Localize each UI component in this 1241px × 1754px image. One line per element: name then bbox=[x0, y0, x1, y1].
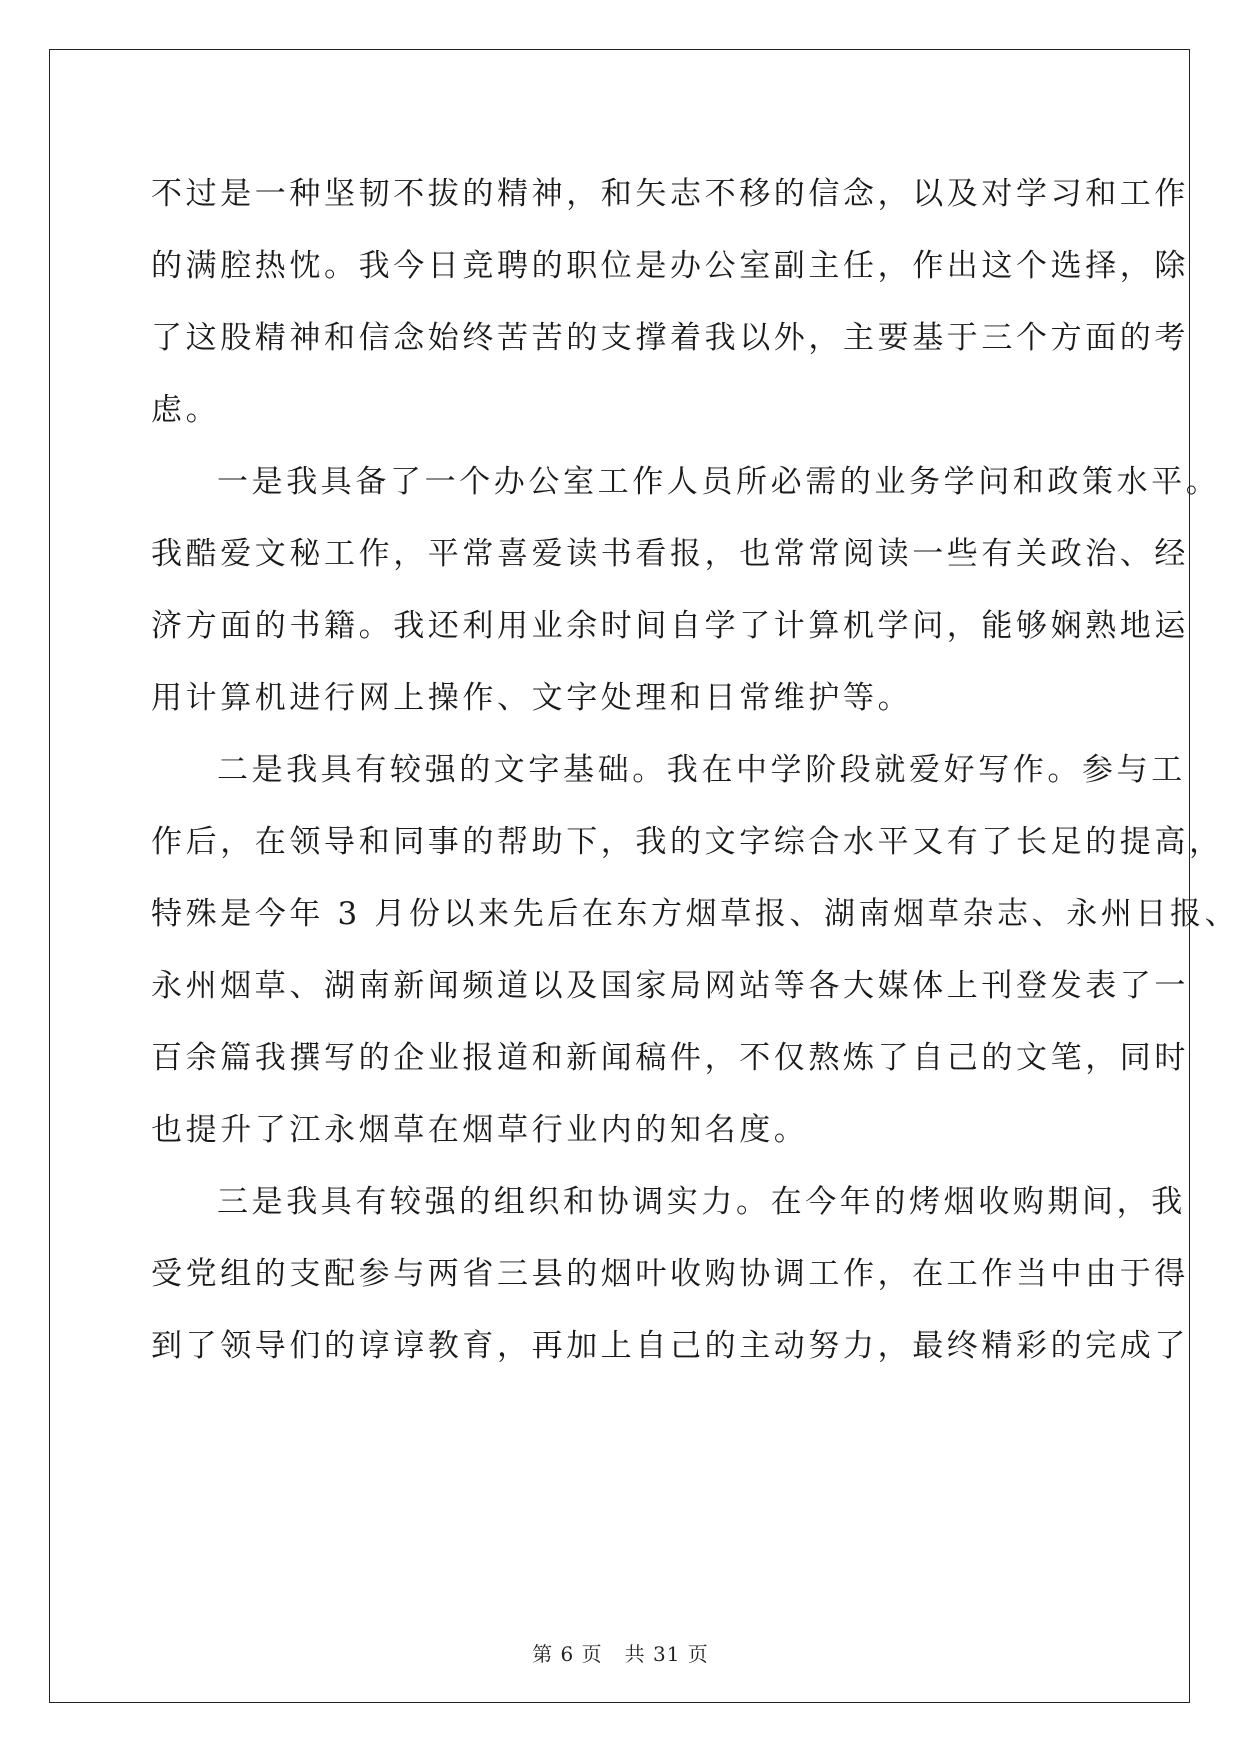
paragraph-first-line: 二是我具有较强的文字基础。我在中学阶段就爱好写作。参与工 bbox=[217, 752, 1186, 788]
paragraph-first-line: 一是我具备了一个办公室工作人员所必需的业务学问和政策水平。 bbox=[217, 464, 1221, 500]
text-line: 特殊是今年 3 月份以来先后在东方烟草报、湖南烟草杂志、永州日报、 bbox=[151, 896, 1240, 932]
text-line: 百余篇我撰写的企业报道和新闻稿件，不仅熬炼了自己的文笔，同时 bbox=[151, 1040, 1189, 1076]
paragraph-first-line: 三是我具有较强的组织和协调实力。在今年的烤烟收购期间，我 bbox=[217, 1184, 1186, 1220]
text-line: 了这股精神和信念始终苦苦的支撑着我以外，主要基于三个方面的考 bbox=[151, 320, 1189, 356]
page-total: 共 31 页 bbox=[624, 1642, 709, 1666]
text-line: 用计算机进行网上操作、文字处理和日常维护等。 bbox=[151, 680, 913, 716]
text-line: 济方面的书籍。我还利用业余时间自学了计算机学问，能够娴熟地运 bbox=[151, 608, 1189, 644]
text-line: 的满腔热忱。我今日竞聘的职位是办公室副主任，作出这个选择，除 bbox=[151, 248, 1189, 284]
text-line: 虑。 bbox=[151, 392, 221, 428]
page-number: 第 6 页 bbox=[532, 1642, 603, 1666]
text-line: 永州烟草、湖南新闻频道以及国家局网站等各大媒体上刊登发表了一 bbox=[151, 968, 1189, 1004]
text-line: 也提升了江永烟草在烟草行业内的知名度。 bbox=[151, 1112, 809, 1148]
text-line: 到了领导们的谆谆教育，再加上自己的主动努力，最终精彩的完成了 bbox=[151, 1328, 1189, 1364]
text-line: 不过是一种坚韧不拔的精神，和矢志不移的信念，以及对学习和工作 bbox=[151, 176, 1189, 212]
text-line: 作后，在领导和同事的帮助下，我的文字综合水平又有了长足的提高， bbox=[151, 824, 1224, 860]
page-footer bbox=[0, 1638, 1241, 1667]
text-line: 受党组的支配参与两省三县的烟叶收购协调工作，在工作当中由于得 bbox=[151, 1256, 1189, 1292]
document-body bbox=[151, 158, 1240, 1382]
text-line: 我酷爱文秘工作，平常喜爱读书看报，也常常阅读一些有关政治、经 bbox=[151, 536, 1189, 572]
